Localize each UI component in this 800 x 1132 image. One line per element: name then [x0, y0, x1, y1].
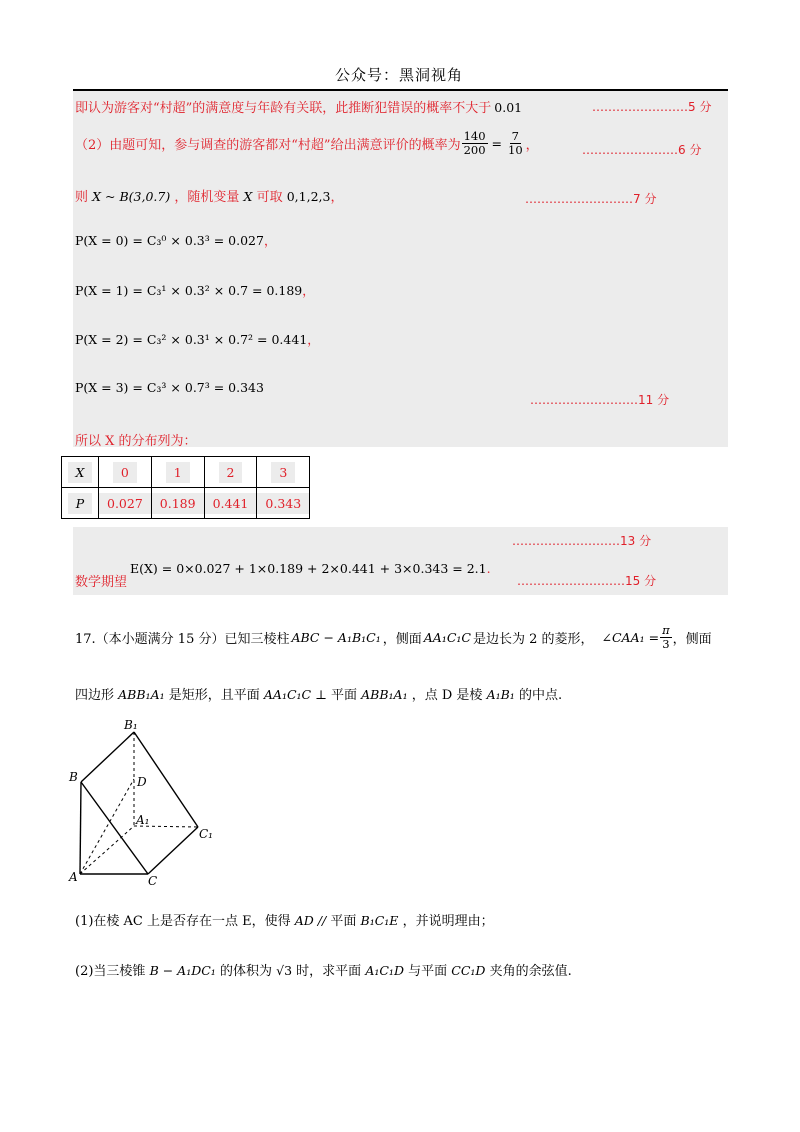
edge-ab	[80, 782, 81, 874]
table-cell	[204, 488, 257, 519]
problem-17-intro: 17.（本小题满分 15 分）已知三棱柱	[75, 632, 290, 647]
table-cell-value: 2	[219, 462, 243, 483]
page-header-title: 公众号：黑洞视角	[335, 66, 464, 84]
problem-17-line-1	[75, 624, 712, 651]
random-variable: X	[243, 189, 253, 204]
points-11: ………………………11 分	[530, 393, 670, 407]
label-b1: B₁	[124, 718, 138, 732]
table-header-cell	[62, 488, 99, 519]
probability-x-1-formula: P(X = 1) = C₃¹ × 0.3² × 0.7 = 0.189	[75, 283, 303, 298]
problem-17-text: 四边形	[75, 688, 115, 703]
expectation-formula-text: E(X) = 0×0.027 + 1×0.189 + 2×0.441 + 3×0.343 = 2.1	[130, 561, 487, 576]
fraction-140-200	[462, 130, 488, 157]
variable-values: 0,1,2,3	[286, 189, 331, 204]
problem-17-line-2	[75, 684, 562, 703]
points-5: ……………………5 分	[592, 100, 712, 114]
edge-bc	[81, 782, 148, 874]
probability-x-0: P(X = 0) = C₃⁰ × 0.3³ = 0.027，	[75, 233, 277, 248]
label-c: C	[148, 874, 158, 888]
fraction-numerator: 7	[511, 129, 519, 143]
fraction-denominator: 3	[662, 637, 670, 651]
label-c1: C₁	[199, 827, 213, 841]
question-2-text: (2)当三棱锥	[75, 964, 146, 979]
problem-17-text: 是边长为 2 的菱形，	[472, 632, 594, 647]
prism-figure	[66, 715, 226, 890]
problem-17-text: ，侧面	[672, 632, 712, 647]
table-cell-value: 0.189	[152, 493, 204, 514]
solution-line-3-mid: ，随机变量	[174, 190, 240, 205]
probability-value: 0.01	[494, 100, 523, 115]
angle-caa1: ∠CAA₁ =	[601, 630, 660, 645]
table-cell-value: 0.441	[205, 493, 257, 514]
table-cell-value: 3	[271, 462, 295, 483]
distribution-table	[61, 456, 310, 519]
solution-line-2-text: （2）由题可知，参与调查的游客都对“村超”给出满意评价的概率为	[75, 138, 461, 153]
solution-line-3: 则 X ~ B(3,0.7) ，随机变量 X 可取 0,1,2,3，	[75, 189, 344, 205]
question-1	[75, 910, 494, 929]
table-cell	[99, 488, 152, 519]
probability-x-0-formula: P(X = 0) = C₃⁰ × 0.3³ = 0.027	[75, 233, 264, 248]
plane-b1c1e: B₁C₁E	[360, 913, 399, 928]
solution-line-2: （2）由题可知，参与调查的游客都对“村超”给出满意评价的概率为 $\frac{140}{200}$ = $\frac{7}{10}$ ，	[75, 129, 539, 157]
problem-17-text: ，侧面	[382, 632, 422, 647]
probability-x-2: P(X = 2) = C₃² × 0.3¹ × 0.7² = 0.441，	[75, 332, 320, 347]
prism-name: ABC − A₁B₁C₁	[291, 630, 381, 645]
probability-x-1: P(X = 1) = C₃¹ × 0.3² × 0.7 = 0.189，	[75, 283, 315, 298]
fraction-denominator: 10	[508, 143, 523, 157]
fraction-numerator: π	[662, 623, 670, 637]
question-2-text: 夹角的余弦值.	[489, 964, 572, 979]
equals-sign: =	[491, 136, 503, 151]
solution-line-3-tail: 可取	[256, 190, 283, 205]
edge-a1b1: A₁B₁	[486, 687, 515, 702]
volume-value: √3	[276, 963, 293, 978]
table-cell	[99, 457, 152, 488]
fraction-numerator: 140	[463, 129, 486, 143]
face-abb1a1-plane: ABB₁A₁	[361, 687, 408, 702]
question-1-text: ，并说明理由；	[402, 914, 494, 929]
question-2-text: 与平面	[408, 964, 448, 979]
face-abb1a1: ABB₁A₁	[118, 687, 165, 702]
plane-a1c1d: A₁C₁D	[365, 963, 404, 978]
problem-17-text: 平面	[330, 688, 357, 703]
probability-x-3-formula: P(X = 3) = C₃³ × 0.7³ = 0.343	[75, 380, 264, 395]
solution-line-3-prefix: 则	[75, 190, 89, 205]
problem-17-text: 的中点.	[518, 688, 563, 703]
segment-ad	[80, 779, 134, 874]
face-perpendicular: AA₁C₁C ⊥	[263, 687, 327, 702]
question-1-text: 平面	[330, 914, 357, 929]
question-2-text: 的体积为	[219, 964, 272, 979]
face-aa1c1c: AA₁C₁C	[423, 630, 471, 645]
label-b: B	[69, 770, 78, 784]
edge-bb1	[81, 732, 134, 782]
plane-cc1d: CC₁D	[451, 963, 486, 978]
binomial-distribution: X ~ B(3,0.7)	[92, 189, 171, 204]
solution-line-1-text: 即认为游客对“村超”的满意度与年龄有关联，此推断犯错误的概率不大于	[75, 101, 492, 116]
question-2-text: 时，求平面	[296, 964, 362, 979]
distribution-intro: 所以 X 的分布列为：	[75, 434, 197, 449]
table-cell-value: 0	[113, 462, 137, 483]
probability-x-2-formula: P(X = 2) = C₃² × 0.3¹ × 0.7² = 0.441	[75, 332, 308, 347]
points-13: ………………………13 分	[512, 534, 652, 548]
edge-cc1	[148, 827, 198, 874]
points-6: ……………………6 分	[582, 143, 702, 157]
ad-parallel: AD //	[294, 913, 327, 928]
problem-17-text: ，点 D 是棱	[411, 688, 483, 703]
problem-17-text: 是矩形，且平面	[168, 688, 260, 703]
edge-aa1	[80, 826, 134, 874]
table-header-cell	[62, 457, 99, 488]
table-cell	[204, 457, 257, 488]
fraction-pi-3	[660, 624, 672, 651]
pyramid-b-a1dc1: B − A₁DC₁	[149, 963, 216, 978]
solution-line-1	[75, 97, 522, 116]
table-row	[62, 488, 310, 519]
table-header-x: X	[68, 462, 93, 483]
label-a1: A₁	[136, 813, 150, 827]
question-1-text: (1)在棱 AC 上是否存在一点 E，使得	[75, 914, 291, 929]
expectation-formula: E(X) = 0×0.027 + 1×0.189 + 2×0.441 + 3×0.343 = 2.1.	[130, 561, 491, 576]
fraction-7-10	[506, 130, 525, 157]
question-2	[75, 960, 572, 979]
table-cell	[257, 488, 310, 519]
table-cell-value: 0.343	[257, 493, 309, 514]
expectation-label: 数学期望	[75, 575, 128, 590]
table-cell	[151, 457, 204, 488]
probability-x-3	[75, 380, 264, 395]
table-cell	[151, 488, 204, 519]
table-cell-value: 1	[166, 462, 190, 483]
table-cell-value: 0.027	[99, 493, 151, 514]
fraction-denominator: 200	[463, 143, 486, 157]
table-row	[62, 457, 310, 488]
label-d: D	[137, 775, 147, 789]
points-15: ………………………15 分	[517, 574, 657, 588]
points-7: ………………………7 分	[525, 192, 657, 206]
table-header-p: P	[68, 493, 92, 514]
table-cell	[257, 457, 310, 488]
label-a: A	[69, 870, 78, 884]
